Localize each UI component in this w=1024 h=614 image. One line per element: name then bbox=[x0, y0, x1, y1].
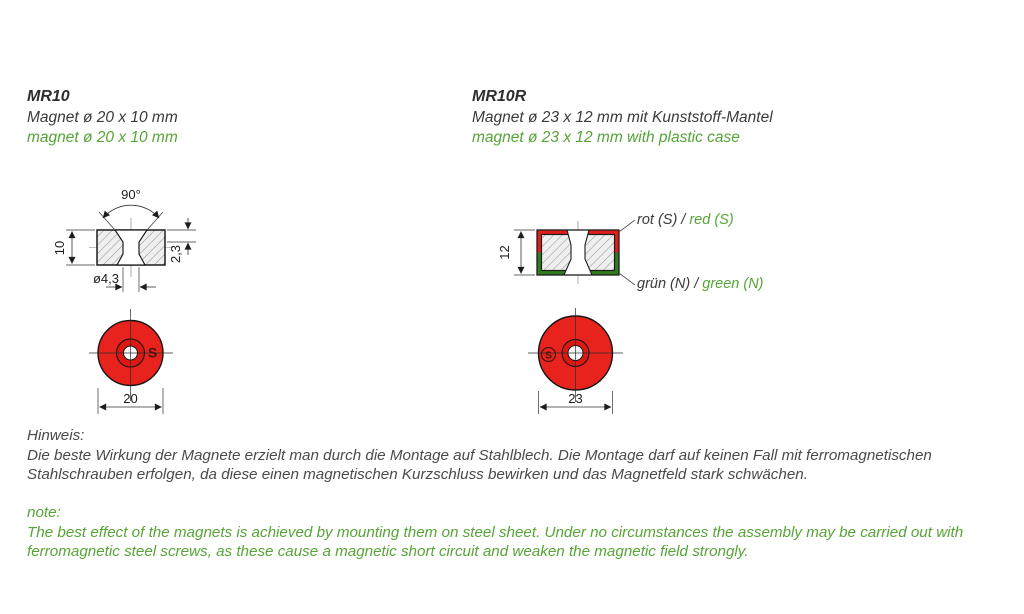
case-color-label-top bbox=[637, 212, 734, 228]
hole-dia-dim-label: ø4,3 bbox=[92, 271, 119, 286]
mr10r-title: MR10R bbox=[472, 88, 527, 105]
height-dim-label: 10 bbox=[52, 240, 67, 256]
note-english-line1: The best effect of the magnets is achieved by mounting them on steel sheet. Under no circumstances the assembly may be carried out with bbox=[27, 523, 964, 541]
diameter-dim-label: 20 bbox=[123, 391, 138, 406]
mr10-header bbox=[27, 87, 178, 149]
mr10r-subtitle-en: magnet ø 23 x 12 mm with plastic case bbox=[472, 129, 740, 146]
note-german-line1: Die beste Wirkung der Magnete erzielt man durch die Montage auf Stahlblech. Die Montage darf auf keinen Fall mit ferromagnetischen bbox=[27, 446, 932, 464]
mr10r-header bbox=[472, 87, 773, 149]
note-german-title: Hinweis: bbox=[27, 427, 85, 444]
angle-arc bbox=[103, 205, 159, 218]
note-german bbox=[27, 426, 932, 485]
mr10-subtitle-en: magnet ø 20 x 10 mm bbox=[27, 129, 178, 146]
height-dim-label: 12 bbox=[497, 245, 512, 260]
diameter-dim-label: 23 bbox=[568, 391, 583, 406]
mr10-title: MR10 bbox=[27, 88, 70, 105]
angle-dim-label: 90° bbox=[121, 187, 141, 202]
mr10-subtitle-de: Magnet ø 20 x 10 mm bbox=[27, 108, 178, 126]
case-color-label-bottom bbox=[637, 276, 764, 292]
mr10r-subtitle-de: Magnet ø 23 x 12 mm mit Kunststoff-Mantel bbox=[472, 108, 773, 126]
mr10-top-view bbox=[85, 303, 180, 418]
leader-line-top bbox=[619, 220, 635, 232]
pole-stamp-label: S bbox=[544, 349, 553, 362]
note-english-line2: ferromagnetic steel screws, as these cause a magnetic short circuit and weaken the magnetic field strongly. bbox=[27, 543, 749, 560]
case-color-top-de: rot (S) / bbox=[637, 212, 686, 228]
note-english bbox=[27, 503, 963, 562]
note-english-title: note: bbox=[27, 504, 61, 521]
leader-line-bottom bbox=[619, 273, 635, 285]
case-color-bottom-en: green (N) bbox=[702, 276, 764, 292]
angle-projection-right bbox=[147, 212, 163, 230]
case-color-bottom-de: grün (N) / bbox=[637, 276, 699, 292]
depth-dim-label: 2,3 bbox=[168, 244, 183, 264]
pole-label: S bbox=[147, 344, 158, 361]
angle-projection-left bbox=[99, 212, 115, 230]
mr10r-top-view bbox=[525, 303, 630, 418]
case-color-top-en: red (S) bbox=[689, 212, 734, 228]
mr10-section-drawing bbox=[20, 178, 230, 303]
note-german-line2: Stahlschrauben erfolgen, da diese einen magnetischen Kurzschluss bewirken und das Magnetfeld stark schwächen. bbox=[27, 466, 808, 483]
